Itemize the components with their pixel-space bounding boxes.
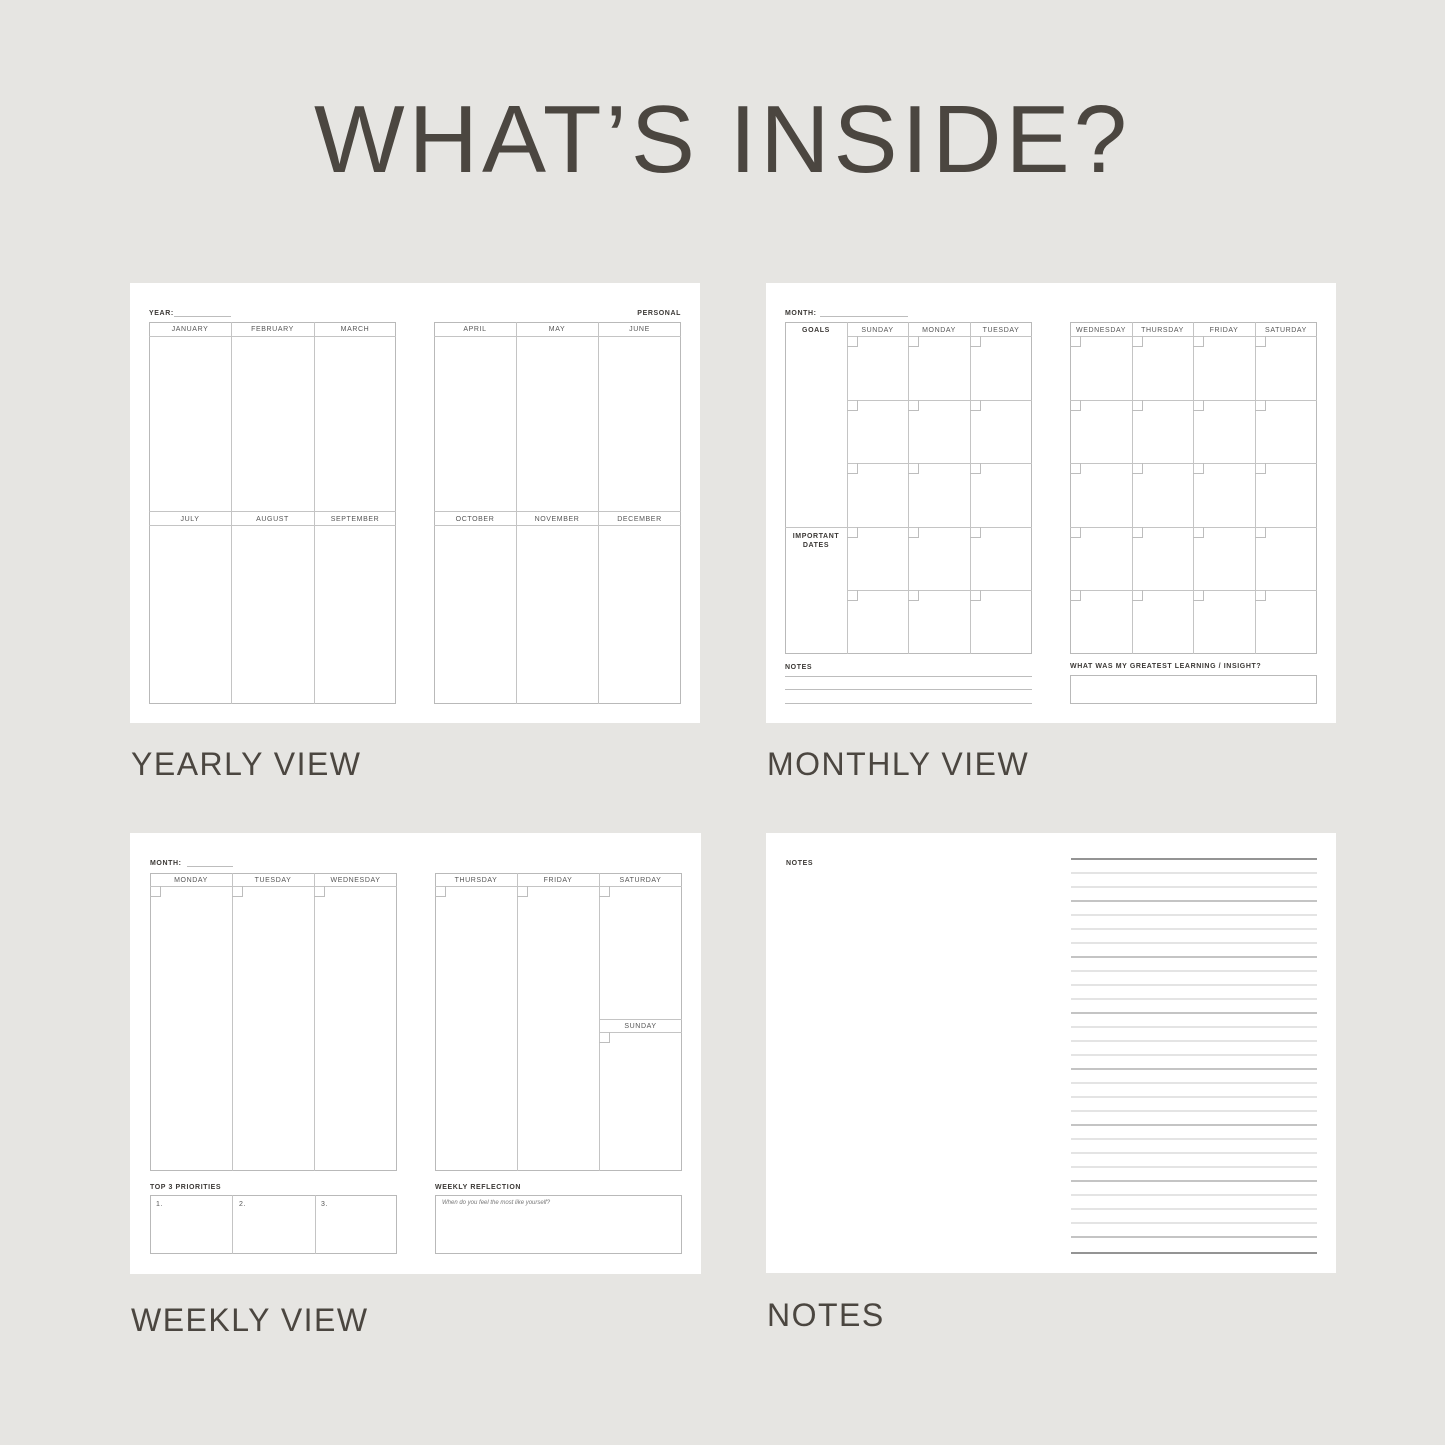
month-label: MONTH: <box>785 310 817 317</box>
day-tuesday: TUESDAY <box>982 327 1020 334</box>
month-november: NOVEMBER <box>534 516 580 523</box>
week-saturday: SATURDAY <box>619 877 662 884</box>
ruled-lines <box>766 833 1336 1273</box>
notes-caption: NOTES <box>767 1297 885 1333</box>
weekly-grid-right <box>435 873 682 1171</box>
week-monday: MONDAY <box>174 877 208 884</box>
priority-2: 2. <box>239 1201 247 1208</box>
year-underline <box>174 316 231 317</box>
month-august: AUGUST <box>256 516 289 523</box>
day-friday: FRIDAY <box>1209 327 1239 334</box>
yearly-grid-left <box>149 322 396 704</box>
month-september: SEPTEMBER <box>330 516 380 523</box>
day-sunday: SUNDAY <box>861 327 894 334</box>
month-march: MARCH <box>340 326 370 333</box>
priorities-box <box>150 1195 397 1254</box>
insight-label: WHAT WAS MY GREATEST LEARNING / INSIGHT? <box>1070 663 1262 670</box>
day-saturday: SATURDAY <box>1265 327 1307 334</box>
week-friday: FRIDAY <box>543 877 573 884</box>
personal-label: PERSONAL <box>637 310 681 317</box>
insight-box <box>1070 675 1317 704</box>
year-label: YEAR: <box>149 310 174 317</box>
weekly-view-spread <box>130 833 701 1274</box>
weekly-view-caption: WEEKLY VIEW <box>131 1302 369 1338</box>
important-dates-label-2: DATES <box>802 542 830 549</box>
weekly-month-label: MONTH: <box>150 860 182 867</box>
important-dates-label-1: IMPORTANT <box>792 533 840 540</box>
week-tuesday: TUESDAY <box>254 877 292 884</box>
weekly-grid-left <box>150 873 397 1171</box>
week-wednesday: WEDNESDAY <box>330 877 381 884</box>
day-thursday: THURSDAY <box>1141 327 1184 334</box>
yearly-grid-right <box>434 322 681 704</box>
notes-spread <box>766 833 1336 1273</box>
month-june: JUNE <box>629 326 650 333</box>
page-title: WHAT’S INSIDE? <box>314 86 1131 193</box>
yearly-view-caption: YEARLY VIEW <box>131 746 362 782</box>
yearly-view-spread <box>130 283 700 723</box>
top-priorities-label: TOP 3 PRIORITIES <box>150 1184 222 1191</box>
weekly-reflection-label: WEEKLY REFLECTION <box>435 1184 522 1191</box>
month-underline <box>820 316 908 317</box>
monthly-view-caption: MONTHLY VIEW <box>767 746 1030 782</box>
reflection-prompt: When do you feel the most like yourself? <box>442 1200 551 1206</box>
monthly-view-spread <box>766 283 1336 723</box>
notes-page-label: NOTES <box>786 860 814 867</box>
week-thursday: THURSDAY <box>454 877 498 884</box>
month-december: DECEMBER <box>617 516 662 523</box>
month-july: JULY <box>180 516 200 523</box>
priority-1: 1. <box>156 1201 164 1208</box>
goals-label: GOALS <box>802 327 830 334</box>
priority-3: 3. <box>321 1201 329 1208</box>
month-january: JANUARY <box>171 326 209 333</box>
day-monday: MONDAY <box>922 327 956 334</box>
month-february: FEBRUARY <box>251 326 294 333</box>
day-wednesday: WEDNESDAY <box>1076 327 1126 334</box>
month-april: APRIL <box>463 326 487 333</box>
month-may: MAY <box>548 326 566 333</box>
week-sunday: SUNDAY <box>624 1023 657 1030</box>
monthly-notes-label: NOTES <box>785 664 813 671</box>
month-october: OCTOBER <box>455 516 495 523</box>
